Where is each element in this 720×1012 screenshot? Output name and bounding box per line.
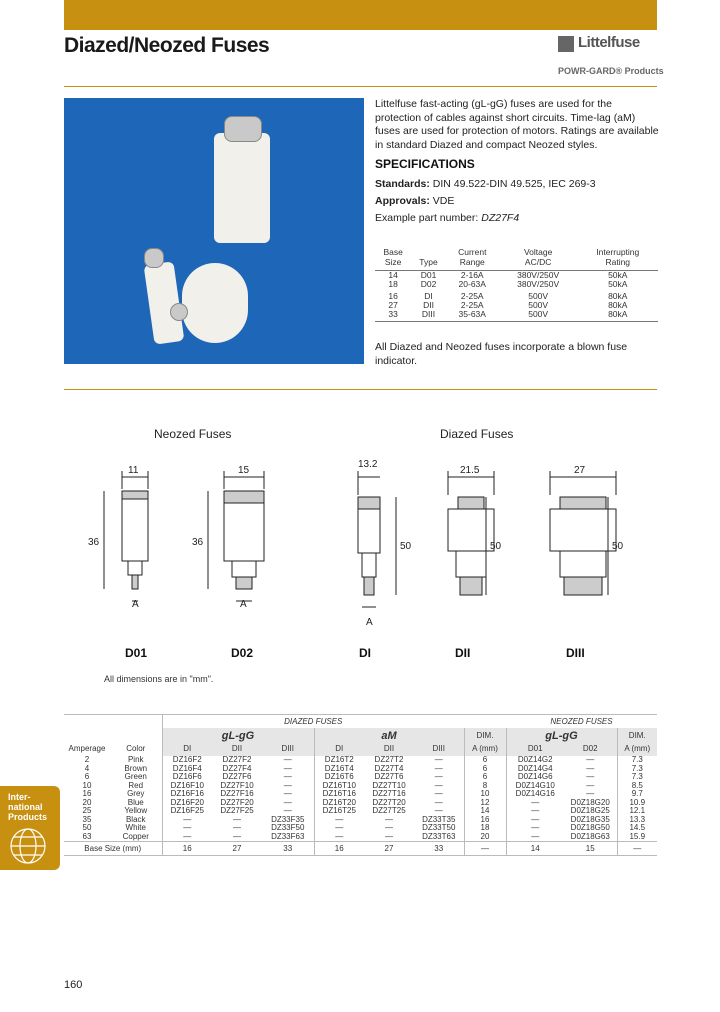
ratings-row: 18 D02 20-63A 380V/250V 50kA [388, 279, 628, 289]
col-d01: D01 [506, 744, 564, 756]
table-row [64, 799, 657, 808]
d01-outline [104, 471, 148, 601]
col-am-dii: DII [364, 744, 414, 756]
table-cell: — [586, 755, 595, 764]
dii-outline [448, 471, 494, 595]
table-cell: 10.9 [617, 799, 657, 808]
d02-a-dim: A [240, 599, 247, 610]
table-cell: D0Z18G20 [570, 797, 610, 807]
table-cell: DZ16F16 [162, 790, 212, 799]
label-diii: DIII [566, 646, 585, 660]
spec-example-value: DZ27F4 [481, 212, 520, 224]
ratings-header-row [375, 246, 658, 271]
dii-width-dim: 21.5 [460, 465, 480, 476]
page-title: Diazed/Neozed Fuses [64, 34, 270, 57]
table-cell: DZ16T6 [314, 773, 364, 782]
table-cell: DZ33F50 [271, 823, 305, 832]
table-cell: Pink [127, 755, 144, 764]
table-class-header-row [64, 728, 657, 744]
section-rule [64, 389, 657, 390]
ratings-row: 14 D01 2-16A 380V/250V 50kA [388, 270, 628, 280]
table-cell: 35 [82, 814, 92, 824]
table-cell: — [283, 772, 292, 781]
table-cell: DZ27T16 [372, 789, 406, 798]
d02-width-dim: 15 [238, 465, 250, 476]
col-di: DI [162, 744, 212, 756]
table-cell: DZ27T25 [372, 806, 406, 815]
table-cell: DZ33T63 [422, 831, 456, 841]
table-cell: DZ27T2 [374, 755, 404, 764]
table-cell: 6 [84, 772, 90, 781]
d01-a-dim: A [132, 599, 139, 610]
table-cell: 8.5 [617, 782, 657, 791]
brand-block [558, 34, 664, 80]
base-size-label: Base Size (mm) [64, 842, 162, 856]
table-cell: — [283, 789, 292, 798]
col-diazed-amm: A (mm) [464, 744, 506, 756]
spec-standards-label: Standards: [375, 178, 430, 190]
table-group-header-row [64, 715, 657, 729]
table-cell: Brown [124, 763, 148, 773]
spec-approvals-label: Approvals: [375, 195, 430, 207]
table-cell: — [233, 814, 241, 824]
table-row [64, 782, 657, 791]
table-cell: — [586, 780, 595, 790]
table-cell: — [233, 831, 241, 841]
table-cell: — [506, 799, 564, 808]
diazed-dim-label: DIM. [464, 728, 506, 744]
dimensions-note: All dimensions are in "mm". [104, 674, 214, 684]
fuse-tall-cap [224, 116, 262, 142]
table-cell: 16 [464, 816, 506, 825]
table-cell: DZ33T50 [422, 823, 456, 832]
table-cell: — [385, 823, 393, 832]
table-column-header-row [64, 744, 657, 756]
table-cell: Copper [122, 831, 149, 841]
table-cell: — [314, 824, 364, 833]
table-row [64, 756, 657, 765]
d02-outline [208, 471, 264, 601]
table-cell: — [434, 780, 443, 790]
fuse-front-cap [170, 303, 188, 321]
table-cell: 10 [464, 790, 506, 799]
diii-outline [550, 471, 616, 595]
base-size-cell: 16 [162, 842, 212, 856]
table-cell: Yellow [124, 806, 148, 815]
intl-line-3: Products [8, 812, 48, 822]
table-cell: 50 [82, 823, 92, 832]
fuse-photo [64, 98, 364, 364]
table-cell: 2 [84, 755, 90, 764]
table-cell: — [506, 824, 564, 833]
table-cell: — [283, 780, 292, 790]
fuse-dimension-drawing [90, 455, 650, 635]
table-cell: — [586, 763, 595, 773]
table-cell: Green [124, 772, 147, 781]
table-cell: — [506, 816, 564, 825]
di-height-dim: 50 [400, 541, 412, 552]
spec-example [375, 212, 519, 224]
ratings-header-interrupting: Interrupting Rating [578, 246, 658, 271]
ratings-table [375, 246, 658, 322]
table-cell: DZ16F20 [162, 799, 212, 808]
table-cell: D0Z18G35 [570, 814, 610, 824]
spec-standards [375, 178, 596, 190]
table-cell: DZ16F25 [162, 807, 212, 816]
table-cell: — [283, 755, 292, 764]
table-cell: 4 [84, 763, 90, 773]
table-cell: 13.3 [617, 816, 657, 825]
col-amperage: Amperage [64, 744, 110, 756]
table-cell: — [283, 797, 292, 807]
table-cell: D0Z14G2 [506, 756, 564, 765]
table-cell: — [434, 789, 443, 798]
table-cell: 6 [464, 773, 506, 782]
base-size-cell: 33 [414, 842, 464, 856]
diazed-diagram-title: Diazed Fuses [440, 427, 514, 441]
base-size-cell: — [617, 842, 657, 856]
table-cell: DZ16T20 [314, 799, 364, 808]
table-row [64, 790, 657, 799]
table-cell: DZ27T6 [374, 772, 404, 781]
table-cell: DZ16T10 [314, 782, 364, 791]
table-cell: — [434, 763, 443, 773]
d01-height-dim: 36 [88, 537, 100, 548]
dii-height-dim: 50 [490, 541, 502, 552]
table-cell: — [506, 833, 564, 842]
table-cell: 25 [82, 806, 92, 815]
col-color: Color [110, 744, 162, 756]
international-products-badge [0, 786, 60, 870]
table-cell: — [506, 807, 564, 816]
table-cell: DZ16F10 [162, 782, 212, 791]
base-size-cell: 33 [262, 842, 314, 856]
ratings-header-type: Type [411, 246, 446, 271]
ratings-header-current: Current Range [446, 246, 499, 271]
table-cell: 12.1 [617, 807, 657, 816]
base-size-cell: 27 [364, 842, 414, 856]
table-cell: 18 [464, 824, 506, 833]
ratings-row: 27 DII 2-25A 500V 80kA [388, 300, 628, 310]
table-cell: DZ27F4 [222, 763, 252, 773]
di-width-dim: 13.2 [358, 459, 378, 470]
col-d02: D02 [564, 744, 617, 756]
base-size-cell: — [464, 842, 506, 856]
col-dii: DII [212, 744, 262, 756]
intl-line-1: Inter- [8, 792, 31, 802]
table-cell: DZ27F20 [220, 797, 254, 807]
table-cell: 20 [82, 797, 92, 807]
diazed-heading: DIAZED FUSES [162, 715, 464, 729]
spec-approvals-value: VDE [432, 195, 455, 207]
neozed-gl-label: gL-gG [506, 728, 617, 744]
table-cell: 7.3 [617, 765, 657, 774]
ratings-row: 16 DI 2-25A 500V 80kA [388, 291, 628, 301]
table-cell: DZ16T25 [314, 807, 364, 816]
table-row [64, 765, 657, 774]
table-row [64, 833, 657, 842]
col-neozed-amm: A (mm) [617, 744, 657, 756]
intl-line-2: national [8, 802, 43, 812]
table-cell: DZ16T2 [314, 756, 364, 765]
table-cell: — [385, 814, 393, 824]
table-cell: — [314, 816, 364, 825]
base-size-cell: 15 [564, 842, 617, 856]
table-cell: DZ27F10 [220, 780, 254, 790]
table-cell: DZ33F35 [271, 814, 305, 824]
table-cell: D0Z14G16 [506, 790, 564, 799]
table-cell: DZ16T4 [314, 765, 364, 774]
table-cell: Black [125, 814, 146, 824]
neozed-dim-label: DIM. [617, 728, 657, 744]
diazed-gl-label: gL-gG [162, 728, 314, 744]
spec-standards-value: DIN 49.522-DIN 49.525, IEC 269-3 [432, 178, 596, 190]
header-rule [64, 86, 657, 87]
fuse-tall-body [214, 133, 270, 243]
table-cell: — [314, 833, 364, 842]
table-cell: DZ33T35 [422, 814, 456, 824]
table-cell: 20 [464, 833, 506, 842]
table-cell: White [125, 823, 146, 832]
ratings-header-base: Base Size [375, 246, 411, 271]
table-cell: DZ27T4 [374, 763, 404, 773]
table-cell: Red [128, 780, 144, 790]
table-cell: Grey [127, 789, 145, 798]
neozed-heading: NEOZED FUSES [506, 715, 657, 729]
label-dii: DII [455, 646, 471, 660]
table-cell: 16 [82, 789, 92, 798]
fuse-table-body [64, 756, 657, 842]
di-a-dim: A [366, 617, 373, 628]
table-cell: 9.7 [617, 790, 657, 799]
table-cell: DZ27F2 [222, 755, 252, 764]
table-row [64, 807, 657, 816]
fuse-front-body [182, 263, 248, 343]
table-cell: DZ27F6 [222, 772, 252, 781]
d02-height-dim: 36 [192, 537, 204, 548]
table-cell: DZ16T16 [314, 790, 364, 799]
table-row [64, 816, 657, 825]
table-cell: DZ16F4 [162, 765, 212, 774]
table-cell: — [162, 816, 212, 825]
table-cell: — [434, 797, 443, 807]
table-cell: — [283, 806, 292, 815]
table-cell: 15.9 [617, 833, 657, 842]
table-cell: — [434, 755, 443, 764]
table-cell: 14.5 [617, 824, 657, 833]
table-cell: D0Z14G6 [506, 773, 564, 782]
ratings-row: 33 DIII 35-63A 500V 80kA [375, 310, 658, 322]
table-cell: D0Z18G50 [570, 823, 610, 832]
neozed-diagram-title: Neozed Fuses [154, 427, 232, 441]
table-row [64, 824, 657, 833]
base-size-cell: 16 [314, 842, 364, 856]
base-size-cell: 27 [212, 842, 262, 856]
table-cell: — [586, 789, 595, 798]
col-am-diii: DIII [414, 744, 464, 756]
table-cell: — [233, 823, 241, 832]
table-cell: D0Z14G4 [506, 765, 564, 774]
label-d02: D02 [231, 646, 254, 660]
table-cell: 6 [464, 756, 506, 765]
table-cell: 8 [464, 782, 506, 791]
header-accent-bar [64, 0, 657, 30]
globe-icon [8, 826, 48, 866]
table-cell: DZ27F16 [220, 789, 254, 798]
spec-example-label: Example part number: [375, 212, 479, 224]
table-cell: DZ27F25 [220, 806, 254, 815]
label-di: DI [359, 646, 371, 660]
table-cell: 7.3 [617, 773, 657, 782]
table-cell: 10 [82, 780, 92, 790]
table-cell: 6 [464, 765, 506, 774]
table-cell: DZ33F63 [271, 831, 305, 841]
table-cell: D0Z14G10 [506, 782, 564, 791]
table-cell: — [434, 772, 443, 781]
table-cell: — [162, 833, 212, 842]
table-cell: — [586, 772, 595, 781]
fuse-selection-table [64, 714, 657, 856]
di-outline [358, 471, 396, 607]
fuse-small-cap [144, 248, 164, 268]
table-cell: — [162, 824, 212, 833]
page-number: 160 [64, 979, 83, 991]
spec-approvals [375, 195, 454, 207]
table-cell: — [385, 831, 393, 841]
base-size-row [64, 842, 657, 856]
table-cell: Blue [127, 797, 144, 807]
d01-width-dim: 11 [128, 465, 139, 476]
littelfuse-logo-icon [558, 36, 574, 52]
brand-line: POWR-GARD® Products [558, 66, 664, 76]
table-cell: DZ16F2 [162, 756, 212, 765]
col-am-di: DI [314, 744, 364, 756]
label-d01: D01 [125, 646, 148, 660]
table-cell: 14 [464, 807, 506, 816]
brand-name: Littelfuse [578, 34, 640, 51]
table-cell: — [283, 763, 292, 773]
table-cell: 12 [464, 799, 506, 808]
diii-height-dim: 50 [612, 541, 624, 552]
table-row [64, 773, 657, 782]
diazed-am-label: aM [314, 728, 464, 744]
table-cell: DZ27T20 [372, 797, 406, 807]
blown-fuse-note: All Diazed and Neozed fuses incorporate a blown fuse indicator. [375, 341, 628, 367]
table-cell: DZ16F6 [162, 773, 212, 782]
intro-text: Littelfuse fast-acting (gL-gG) fuses are used for the protection of cables against short circuits. Time-lag (aM) fuses are used for protection of motors. Ratings are available in standard Diazed and compact Neozed styles. [375, 98, 659, 151]
table-cell: — [434, 806, 443, 815]
table-cell: 63 [82, 831, 92, 841]
specs-heading: SPECIFICATIONS [375, 157, 475, 171]
col-diii: DIII [262, 744, 314, 756]
table-cell: 7.3 [617, 756, 657, 765]
base-size-cell: 14 [506, 842, 564, 856]
diii-width-dim: 27 [574, 465, 586, 476]
table-cell: D0Z18G63 [570, 831, 610, 841]
table-cell: D0Z18G25 [570, 806, 610, 815]
table-cell: DZ27T10 [372, 780, 406, 790]
ratings-header-voltage: Voltage AC/DC [499, 246, 578, 271]
